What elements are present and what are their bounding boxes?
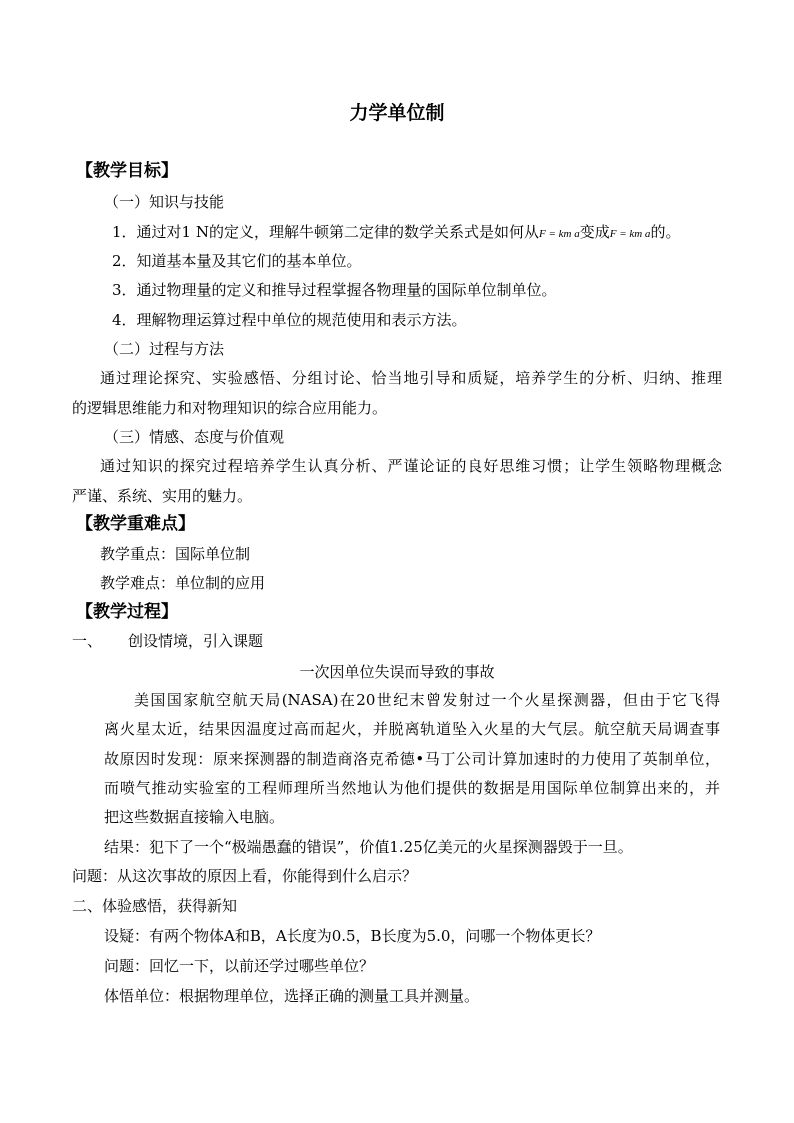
key-points-heading: 【教学重难点】: [76, 514, 195, 534]
goals-sub3-text-line2: 严谨、系统、实用的魅力。: [72, 487, 253, 505]
goals-item1-mid: 变成: [579, 223, 610, 241]
story-title: 一次因单位失误而导致的事故: [299, 663, 495, 681]
goals-sub2-text-line1: 通过理论探究、实验感悟、分组讨论、恰当地引导和质疑，培养学生的分析、归纳、推理: [100, 369, 722, 387]
goals-item1: [112, 222, 680, 244]
process-part1-title: 创设情境，引入课题: [128, 632, 264, 650]
key-points-focus: 教学重点：国际单位制: [100, 545, 251, 563]
goals-item4: 4．理解物理运算过程中单位的规范使用和表示方法。: [112, 311, 467, 329]
goals-sub3: （三）情感、态度与价值观: [104, 428, 285, 446]
process-part1-number: 一、: [72, 632, 103, 650]
story-line-1: 美国国家航空航天局(NASA)在20世纪末曾发射过一个火星探测器，但由于它飞得: [134, 691, 720, 709]
experience-units: 体悟单位：根据物理单位，选择正确的测量工具并测量。: [104, 987, 480, 1005]
goals-sub2: （二）过程与方法: [104, 340, 225, 358]
goals-item2: 2．知道基本量及其它们的基本单位。: [112, 252, 362, 270]
story-line-3: 故原因时发现：原来探测器的制造商洛克希德•马丁公司计算加速时的力使用了英制单位，: [104, 750, 720, 768]
key-points-difficulty: 教学难点：单位制的应用: [100, 574, 266, 592]
goals-item1-suffix: 的。: [650, 223, 681, 241]
story-line-4: 而喷气推动实验室的工程师理所当然地认为他们提供的数据是用国际单位制算出来的，并: [104, 779, 720, 797]
page-title: 力学单位制: [349, 102, 445, 124]
story-line-2: 离火星太近，结果因温度过高而起火，并脱离轨道坠入火星的大气层。航空航天局调查事: [104, 720, 720, 738]
question-2: 问题：回忆一下，以前还学过哪些单位？: [104, 957, 375, 975]
story-line-5: 把这些数据直接输入电脑。: [104, 808, 285, 826]
goals-heading: 【教学目标】: [76, 161, 178, 181]
hypothesis: 设疑：有两个物体A和B，A长度为0.5，B长度为5.0，问哪一个物体更长？: [104, 927, 601, 945]
formula-1: F = km a: [538, 228, 580, 240]
process-part2-title: 二、体验感悟，获得新知: [72, 897, 238, 915]
goals-sub2-text-line2: 的逻辑思维能力和对物理知识的综合应用能力。: [72, 399, 388, 417]
formula-2: F = km a: [609, 228, 651, 240]
goals-item1-prefix: 1．通过对1 N的定义，理解牛顿第二定律的数学关系式是如何从: [112, 223, 539, 241]
process-heading: 【教学过程】: [76, 602, 178, 622]
story-result: 结果：犯下了一个“极端愚蠢的错误”，价值1.25亿美元的火星探测器毁于一旦。: [104, 838, 633, 856]
goals-sub3-text-line1: 通过知识的探究过程培养学生认真分析、严谨论证的良好思维习惯；让学生领略物理概念: [100, 457, 722, 475]
goals-sub1: （一）知识与技能: [104, 193, 225, 211]
question-1: 问题：从这次事故的原因上看，你能得到什么启示？: [72, 867, 418, 885]
goals-item3: 3．通过物理量的定义和推导过程掌握各物理量的国际单位制单位。: [112, 281, 557, 299]
